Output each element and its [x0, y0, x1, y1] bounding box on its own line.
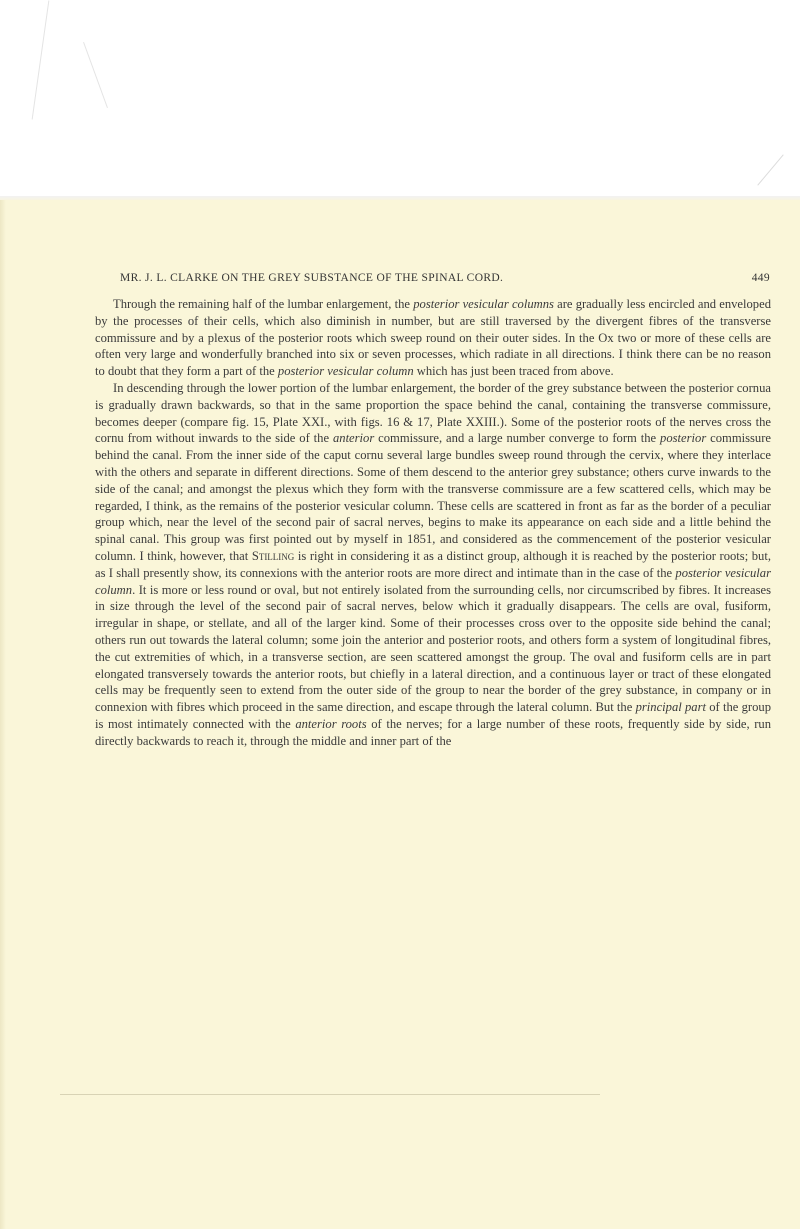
bottom-scan-line: [60, 1094, 600, 1095]
page-edge: [0, 200, 6, 1229]
text-run: Through the remaining half of the lumbar enlargement, the: [113, 297, 414, 311]
text-run: . It is more or less round or oval, but not entirely isolated from the surrounding cells, nor circumscribed by fibres. It increases in size through the level of the second pair of sacral nerves, below which it gradually disappears. The cells are oval, fusiform, irregular in shape, or stellate, and all of the larger kind. Some of their processes cross over to the opposite side behind the canal; others run out towards the lateral column; some join the anterior and posterior roots, and others form a system of longitudinal fibres, the cut extremities of which, in a transverse section, are seen scattered amongst the group. The oval and fusiform cells are in part elongated transversely towards the anterior roots, but chiefly in a lateral direction, and a continuous layer or tract of these elongated cells may be frequently seen to extend from the outer side of the group to near the border of the grey substance, in company or in connexion with fibres which proceed in the same direction, and escape through the lateral column. But the: [95, 582, 771, 715]
text-run: commissure, and a large number converge to form the: [374, 431, 661, 446]
text-run: is right in considering it as a distinct group, although it is reached by the posterior roots; but, as I shall presently show, its connexions with the anterior roots are more direct and intimate than in the case of the: [95, 548, 771, 580]
scan-artifact: [32, 1, 50, 120]
scan-artifact: [83, 42, 108, 108]
italic-term: anterior roots: [295, 716, 367, 731]
text-run: commissure behind the canal. From the inner side of the caput cornu several large bundles sweep round through the cervix, where they interlace with the others and separate in different directions. Some of them descend to the anterior grey substance; others curve inwards to the side of the canal; and amongst the plexus which they form with the transverse commissure are a few scattered cells, which may be regarded, I think, as the remains of the posterior vesicular column. These cells are scattered in front as far as the border of a peculiar group which, near the level of the second pair of sacral nerves, begins to make its appearance on each side and a little behind the spinal canal. This group was first pointed out by myself in 1851, and considered as the commencement of the posterior vesicular column. I think, however, that: [95, 431, 771, 563]
italic-term: posterior vesicular columns: [413, 297, 554, 311]
paragraph-2: [95, 380, 771, 750]
author-name: Stilling: [251, 548, 295, 563]
text-run: are gradually less encircled and enveloped by the processes of their cells, which also diminish in number, but are still traversed by the divergent fibres of the transverse commissure and by a plexus of the posterior roots which sweep round on their outer sides. In the Ox two or more of these cells are often very large and wonderfully branched into six or seven processes, which radiate in all directions. I think there can be no reason to doubt that they form a part of the: [95, 297, 771, 379]
italic-term: posterior vesicular column: [95, 565, 771, 597]
italic-term: principal part: [635, 700, 706, 715]
italic-term: posterior: [660, 431, 707, 446]
body-text: [95, 296, 771, 750]
text-run: of the nerves; for a large number of these roots, frequently side by side, run directly backwards to reach it, through the middle and inner part of the: [95, 716, 772, 748]
scan-artifact: [757, 154, 783, 185]
text-run: of the group is most intimately connected with the: [95, 700, 771, 731]
page-number: 449: [751, 272, 770, 284]
text-run: which has just been traced from above.: [413, 364, 614, 379]
running-head: [120, 272, 770, 284]
italic-term: posterior vesicular column: [277, 364, 414, 379]
text-run: In descending through the lower portion of the lumbar enlargement, the border of the grey substance between the posterior cornua is gradually drawn backwards, so that in the same proportion the space behind the canal, containing the transverse commissure, becomes deeper (compare fig. 15, Plate XXI., with figs. 16 & 17, Plate XXIII.). Some of the posterior roots of the nerves cross the cornu from without inwards to the side of the: [95, 380, 771, 446]
paragraph-1: [95, 296, 771, 380]
running-head-title: MR. J. L. CLARKE ON THE GREY SUBSTANCE OF THE SPINAL CORD.: [120, 272, 504, 284]
italic-term: anterior: [332, 431, 375, 446]
